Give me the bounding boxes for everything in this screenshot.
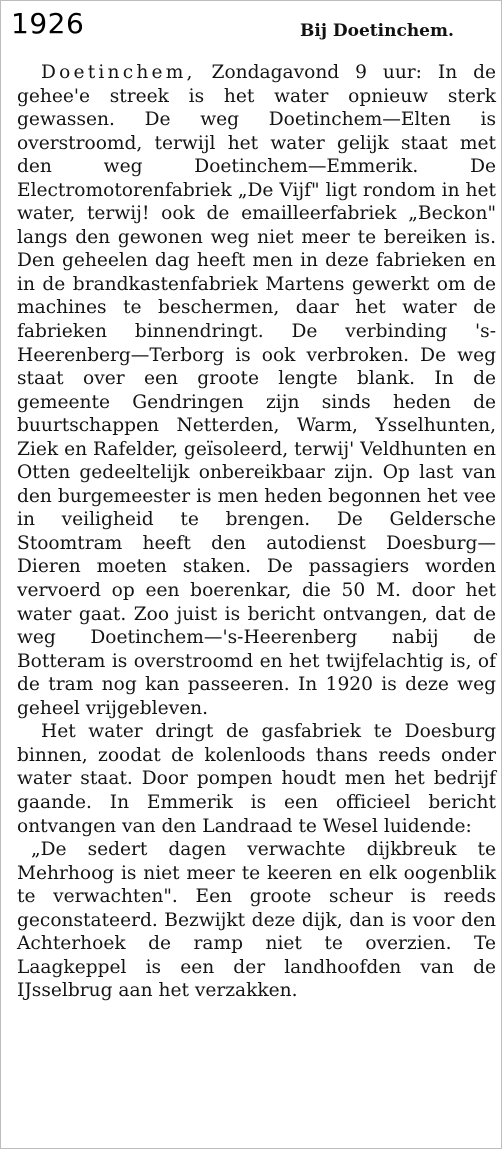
article-quote-paragraph: „De sedert dagen verwachte dijkbreuk te Mehrhoog is niet meer te keeren en elk oogenblik te verwachten". Een groote scheur is reeds geconstateerd. Bezwijkt deze dijk, dan is voor den Achterhoek de ramp niet te overzien. Te Laagkeppel is een der landhoofden van de IJsselbrug aan het verzakken. — [17, 839, 496, 1002]
article-opening-text: Zondagavond 9 uur: In de gehee'e streek is het water opnieuw sterk gewassen. De weg Doetinchem—Elten is overstroomd, terwijl het water gelijk staat met den weg Doetinchem—Emmerik. De Electromotorenfabriek „De Vijf" ligt rondom in het water, terwij! ook de emailleerfabriek „Beckon" langs den gewonen weg niet meer te bereiken is. Den geheelen dag heeft men in deze fabrieken en in de brandkastenfabriek Martens gewerkt om de machines te beschermen, daar het water de fabrieken binnendringt. De verbinding 's-Heerenberg—Terborg is ook verbroken. De weg staat over een groote lengte blank. In de gemeente Gendringen zijn sinds heden de buurtschappen Netterden, Warm, Ysselhunten, Ziek en Rafelder, geïsoleerd, terwij' Veldhunten en Otten gedeeltelijk onbereikbaar zijn. Op last van den burgemeester is men heden begonnen het vee in veiligheid te brengen. De Geldersche Stoomtram heeft den autodienst Doesburg—Dieren moeten staken. De passagiers worden vervoerd op een boerenkar, die 50 M. door het water gaat. Zoo juist is bericht ontvangen, dat de weg Doetinchem—'s-Heerenberg nabij de Botteram is overstroomd en het twijfelachtig is, of de tram nog kan passeeren. In 1920 is deze weg geheel vrijgebleven. — [17, 62, 496, 719]
clipping-header — [1, 1, 502, 57]
year-label: 1926 — [11, 7, 85, 40]
article-paragraph-2: Het water dringt de gasfabriek te Doesburg binnen, zoodat de kolenloods thans reeds onder water staat. Door pompen houdt men het bedrijf gaande. In Emmerik is een officieel bericht ontvangen van den Landraad te Wesel luidende: — [17, 721, 496, 837]
article-place: Doetinchem, — [41, 62, 196, 83]
article-paragraph-1 — [17, 61, 496, 720]
article-dateline: Bij Doetinchem. — [300, 21, 454, 41]
article-body — [17, 61, 496, 1003]
